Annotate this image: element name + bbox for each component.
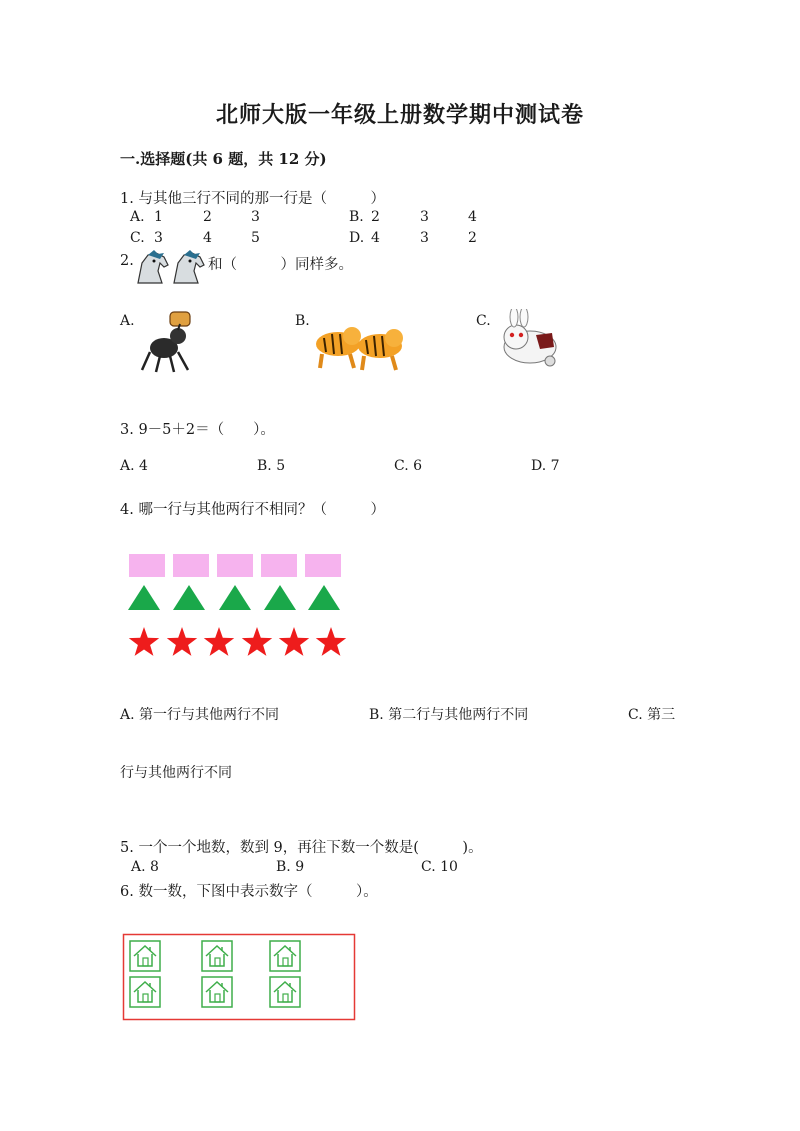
q4-stem: 4. 哪一行与其他两行不相同？（ ） bbox=[120, 502, 385, 518]
q1-option-b bbox=[349, 209, 477, 225]
q3-option-c: C. 6 bbox=[394, 458, 423, 474]
q1-a-num: 2 bbox=[203, 209, 212, 225]
q1-a-num: 3 bbox=[251, 209, 260, 225]
red-star bbox=[279, 627, 309, 656]
q1-b-num: 2 bbox=[371, 209, 380, 225]
q2-option-a-label: A. bbox=[120, 313, 135, 329]
rabbit-image bbox=[494, 309, 562, 369]
house-icon bbox=[130, 941, 160, 971]
q1-c-label: C. bbox=[130, 230, 145, 246]
green-triangle bbox=[173, 585, 205, 610]
q1-stem: 1. 与其他三行不同的那一行是（ ） bbox=[120, 191, 385, 207]
pink-square bbox=[173, 554, 209, 577]
q4-option-c-continued: 行与其他两行不同 bbox=[120, 765, 232, 781]
q1-c-num: 5 bbox=[251, 230, 260, 246]
q1-c-num: 3 bbox=[154, 230, 163, 246]
tiger-icon bbox=[358, 329, 403, 370]
house-icon bbox=[202, 941, 232, 971]
q1-b-num: 3 bbox=[420, 209, 429, 225]
horse-head-icon bbox=[138, 250, 168, 283]
q4-option-a: A. 第一行与其他两行不同 bbox=[120, 707, 280, 723]
q3-option-a: A. 4 bbox=[120, 458, 148, 474]
q1-option-c bbox=[130, 230, 260, 246]
q4-option-b: B. 第二行与其他两行不同 bbox=[369, 707, 529, 723]
q3-stem: 3. 9－5＋2＝（ ）。 bbox=[120, 422, 275, 438]
q1-d-num: 2 bbox=[468, 230, 477, 246]
red-star bbox=[204, 627, 234, 656]
q5-option-c: C. 10 bbox=[421, 859, 458, 875]
q2-number: 2. bbox=[120, 253, 134, 269]
q1-option-a bbox=[130, 209, 260, 225]
tigers-image bbox=[314, 314, 406, 372]
green-triangles-row bbox=[128, 585, 340, 610]
pink-square bbox=[305, 554, 341, 577]
red-star bbox=[167, 627, 197, 656]
q5-stem: 5. 一个一个地数，数到 9，再往下数一个数是( )。 bbox=[120, 840, 483, 856]
section-heading: 一.选择题(共 6 题，共 12 分) bbox=[120, 150, 327, 168]
q1-a-label: A. bbox=[130, 209, 145, 225]
q1-d-num: 3 bbox=[420, 230, 429, 246]
horse-head-icon bbox=[174, 250, 204, 283]
green-triangle bbox=[264, 585, 296, 610]
horse-heads-image bbox=[134, 249, 206, 287]
q3-option-d: D. 7 bbox=[531, 458, 560, 474]
q4-option-c: C. 第三 bbox=[628, 707, 676, 723]
red-stars-row bbox=[129, 627, 346, 656]
q2-option-b-label: B. bbox=[295, 313, 310, 329]
house-icon bbox=[270, 941, 300, 971]
house-icon bbox=[130, 977, 160, 1007]
red-star bbox=[129, 627, 159, 656]
pink-square bbox=[217, 554, 253, 577]
q1-b-label: B. bbox=[349, 209, 364, 225]
red-star bbox=[316, 627, 346, 656]
q3-option-b: B. 5 bbox=[257, 458, 286, 474]
q5-option-a: A. 8 bbox=[131, 859, 159, 875]
ant-image bbox=[140, 308, 198, 374]
green-triangle bbox=[219, 585, 251, 610]
q2-option-c-label: C. bbox=[476, 313, 491, 329]
pink-squares-row bbox=[129, 554, 341, 577]
q1-d-num: 4 bbox=[371, 230, 380, 246]
red-star bbox=[242, 627, 272, 656]
shapes-rows-image bbox=[125, 548, 350, 662]
tiger-icon bbox=[316, 327, 361, 368]
green-triangle bbox=[128, 585, 160, 610]
page-title: 北师大版一年级上册数学期中测试卷 bbox=[215, 102, 584, 128]
q6-stem: 6. 数一数，下图中表示数字（ ）。 bbox=[120, 884, 378, 900]
pink-square bbox=[129, 554, 165, 577]
house-icon bbox=[202, 977, 232, 1007]
houses-frame-image bbox=[122, 933, 356, 1021]
q1-option-d bbox=[349, 230, 477, 246]
q1-d-label: D. bbox=[349, 230, 365, 246]
q1-b-num: 4 bbox=[468, 209, 477, 225]
pink-square bbox=[261, 554, 297, 577]
q2-stem: 和（ ）同样多。 bbox=[208, 257, 353, 273]
green-triangle bbox=[308, 585, 340, 610]
q1-c-num: 4 bbox=[203, 230, 212, 246]
q1-a-num: 1 bbox=[154, 209, 163, 225]
house-icon bbox=[270, 977, 300, 1007]
q5-option-b: B. 9 bbox=[276, 859, 305, 875]
